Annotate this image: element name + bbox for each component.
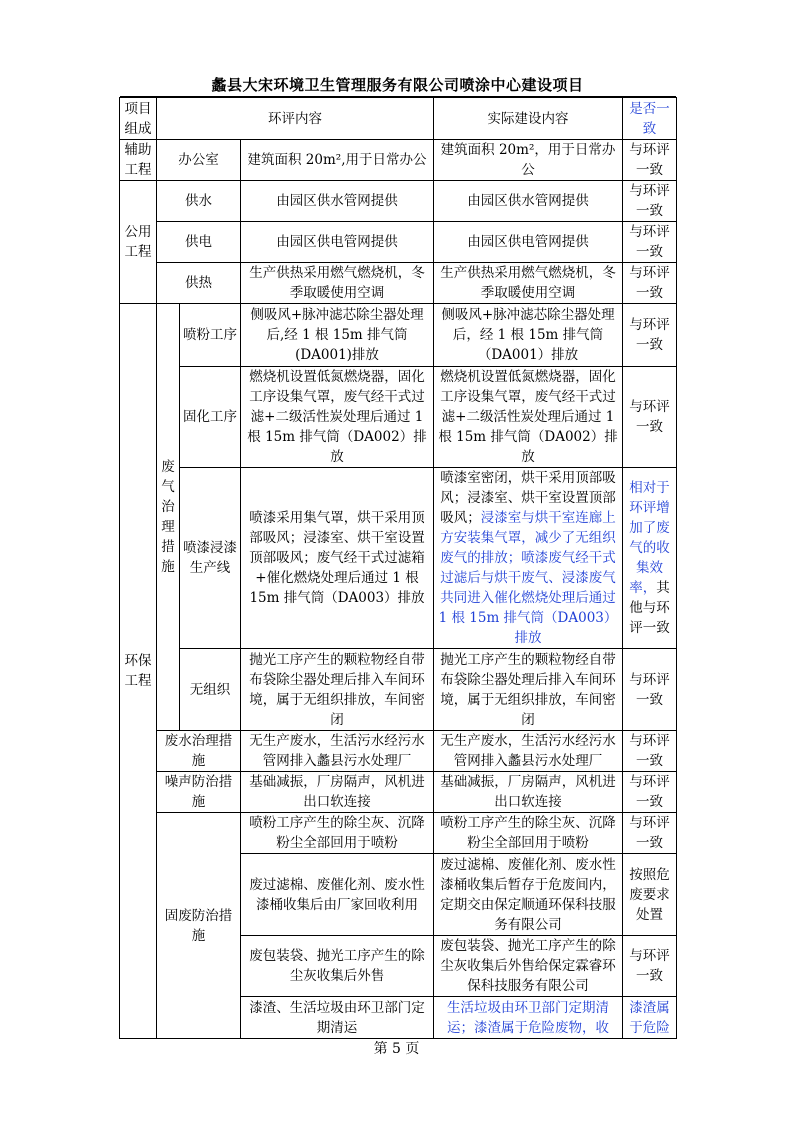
header-actual-content: 实际建设内容 — [434, 98, 623, 140]
table-row-noise — [120, 772, 677, 813]
match-solid-1: 与环评一致 — [623, 813, 677, 854]
match-dip — [623, 468, 677, 649]
item-office: 办公室 — [157, 140, 241, 181]
actual-water: 由园区供水管网提供 — [434, 181, 623, 222]
table-row-dip — [120, 468, 677, 649]
actual-dip-change-text: 浸漆室与烘干室连廊上方安装集气罩，减少了无组织废气的排放；喷漆废气经干式过滤后与烘干废气、浸漆废气共同进入催化燃烧处理后通过 1 根 15m 排气筒（DA003）排放 — [438, 510, 618, 646]
eia-heat: 生产供热采用燃气燃烧机，冬季取暖使用空调 — [241, 263, 434, 304]
header-row — [120, 98, 677, 140]
table-row-power — [120, 222, 677, 263]
eia-water: 由园区供水管网提供 — [241, 181, 434, 222]
table-row-solid-1 — [120, 813, 677, 854]
actual-fugitive: 抛光工序产生的颗粒物经自带布袋除尘器处理后排入车间环境，属于无组织排放，车间密闭 — [434, 649, 623, 731]
item-fugitive: 无组织 — [180, 649, 241, 731]
group-public-engineering: 公用工程 — [120, 181, 157, 304]
eia-solid-4: 漆渣、生活垃圾由环卫部门定期清运 — [241, 997, 434, 1039]
eia-cure: 燃烧机设置低氮燃烧器，固化工序设集气罩，废气经干式过滤+二级活性炭处理后通过 1 根 15m 排气筒（DA002）排放 — [241, 367, 434, 468]
eia-noise: 基础减振，厂房隔声，风机进出口软连接 — [241, 772, 434, 813]
table-row-cure — [120, 367, 677, 468]
document-title: 蠡县大宋环境卫生管理服务有限公司喷涂中心建设项目 — [211, 76, 584, 94]
eia-powder: 侧吸风+脉冲滤芯除尘器处理后,经 1 根 15m 排气筒(DA001)排放 — [241, 304, 434, 367]
project-comparison-table — [119, 97, 677, 1039]
item-waste-water: 废水治理措施 — [157, 731, 241, 772]
match-power: 与环评一致 — [623, 222, 677, 263]
page-number: 第 5 页 — [373, 1041, 420, 1057]
actual-office: 建筑面积 20m²，用于日常办公 — [434, 140, 623, 181]
item-solid-waste: 固废防治措施 — [157, 813, 241, 1039]
actual-powder: 侧吸风+脉冲滤芯除尘器处理后，经 1 根 15m 排气筒（DA001）排放 — [434, 304, 623, 367]
actual-solid-3: 废包装袋、抛光工序产生的除尘灰收集后外售给保定霖睿环保科技服务有限公司 — [434, 936, 623, 997]
group-waste-gas: 废气治理措施 — [157, 304, 180, 731]
match-dip-text: 其他与环评一致 — [629, 580, 670, 636]
item-dip: 喷漆浸漆生产线 — [180, 468, 241, 649]
item-power: 供电 — [157, 222, 241, 263]
actual-dip — [434, 468, 623, 649]
table-row-fugitive — [120, 649, 677, 731]
match-fugitive: 与环评一致 — [623, 649, 677, 731]
header-eia-content: 环评内容 — [157, 98, 434, 140]
table-row-water — [120, 181, 677, 222]
table-row-heat — [120, 263, 677, 304]
actual-dip-text: 喷漆室密闭，烘干采用顶部吸风；浸漆室、烘干室设置顶部吸风； — [440, 470, 616, 526]
match-solid-4: 漆渣属于危险 — [623, 997, 677, 1039]
table-row-waste-water — [120, 731, 677, 772]
eia-waste-water: 无生产废水，生活污水经污水管网排入蠡县污水处理厂 — [241, 731, 434, 772]
item-water: 供水 — [157, 181, 241, 222]
actual-solid-2: 废过滤棉、废催化剂、废水性漆桶收集后暂存于危废间内，定期交由保定顺通环保科技服务有限公司 — [434, 854, 623, 936]
actual-solid-1: 喷粉工序产生的除尘灰、沉降粉尘全部回用于喷粉 — [434, 813, 623, 854]
match-dip-change-text: 相对于环评增加了废气的收集效率， — [629, 480, 670, 596]
eia-dip: 喷漆采用集气罩，烘干采用顶部吸风；浸漆室、烘干室设置顶部吸风；废气经干式过滤箱+催化燃烧处理后通过 1 根 15m 排气筒（DA003）排放 — [241, 468, 434, 649]
match-water: 与环评一致 — [623, 181, 677, 222]
actual-noise: 基础减振，厂房隔声，风机进出口软连接 — [434, 772, 623, 813]
eia-solid-3: 废包装袋、抛光工序产生的除尘灰收集后外售 — [241, 936, 434, 997]
match-solid-3: 与环评一致 — [623, 936, 677, 997]
match-heat: 与环评一致 — [623, 263, 677, 304]
eia-solid-2: 废过滤棉、废催化剂、废水性漆桶收集后由厂家回收利用 — [241, 854, 434, 936]
item-powder: 喷粉工序 — [180, 304, 241, 367]
actual-solid-4: 生活垃圾由环卫部门定期清运；漆渣属于危险废物，收 — [434, 997, 623, 1039]
match-waste-water: 与环评一致 — [623, 731, 677, 772]
match-cure: 与环评一致 — [623, 367, 677, 468]
match-solid-2: 按照危废要求处置 — [623, 854, 677, 936]
match-powder: 与环评一致 — [623, 304, 677, 367]
group-env-engineering: 环保工程 — [120, 304, 157, 1039]
table-row-office — [120, 140, 677, 181]
header-component: 项目组成 — [120, 98, 157, 140]
actual-waste-water: 无生产废水，生活污水经污水管网排入蠡县污水处理厂 — [434, 731, 623, 772]
eia-office: 建筑面积 20m²,用于日常办公 — [241, 140, 434, 181]
eia-solid-1: 喷粉工序产生的除尘灰、沉降粉尘全部回用于喷粉 — [241, 813, 434, 854]
actual-heat: 生产供热采用燃气燃烧机，冬季取暖使用空调 — [434, 263, 623, 304]
item-noise: 噪声防治措施 — [157, 772, 241, 813]
table-row-powder — [120, 304, 677, 367]
item-heat: 供热 — [157, 263, 241, 304]
group-aux-engineering: 辅助工程 — [120, 140, 157, 181]
item-cure: 固化工序 — [180, 367, 241, 468]
match-noise: 与环评一致 — [623, 772, 677, 813]
header-consistency: 是否一致 — [623, 98, 677, 140]
actual-cure: 燃烧机设置低氮燃烧器，固化工序设集气罩，废气经干式过滤+二级活性炭处理后通过 1 根 15m 排气筒（DA002）排放 — [434, 367, 623, 468]
match-office: 与环评一致 — [623, 140, 677, 181]
eia-fugitive: 抛光工序产生的颗粒物经自带布袋除尘器处理后排入车间环境，属于无组织排放，车间密闭 — [241, 649, 434, 731]
eia-power: 由园区供电管网提供 — [241, 222, 434, 263]
actual-power: 由园区供电管网提供 — [434, 222, 623, 263]
